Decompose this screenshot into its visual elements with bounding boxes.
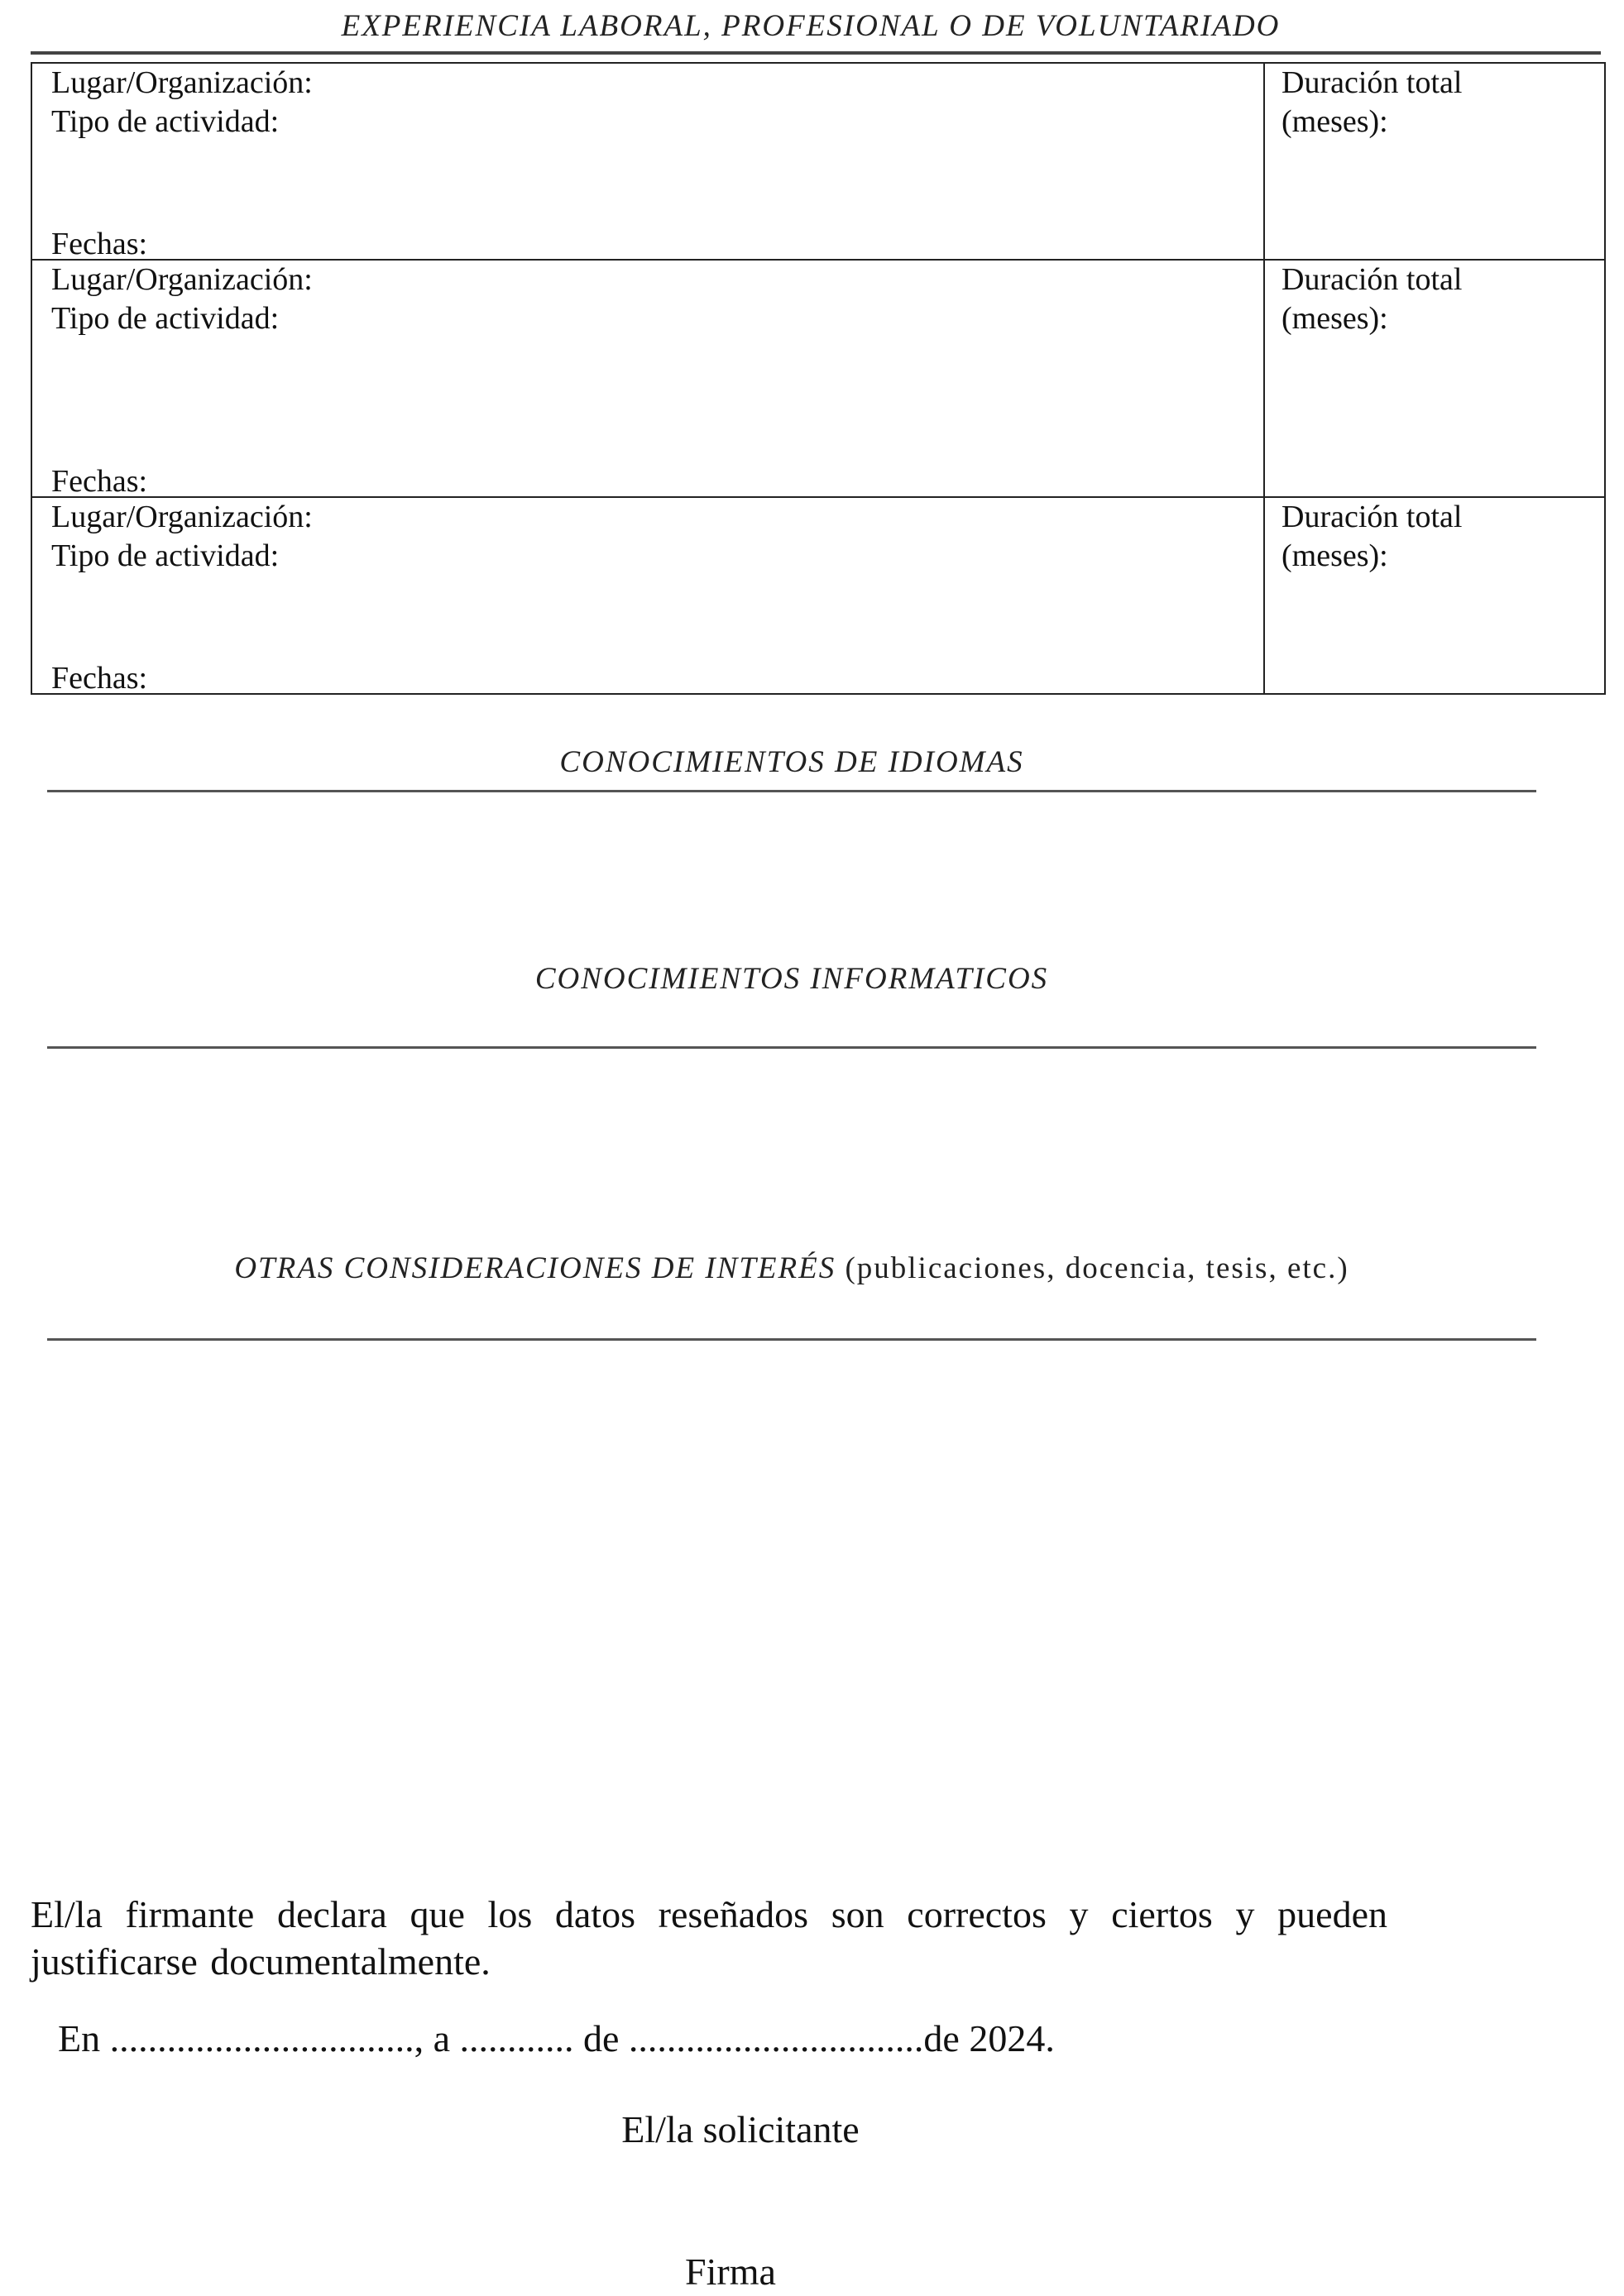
section-title-informaticos: CONOCIMIENTOS INFORMATICOS (534, 962, 1049, 996)
section-divider (47, 1338, 1536, 1341)
section-divider (31, 51, 1601, 55)
duracion-label: Duración total (1281, 65, 1463, 100)
experience-main-cell[interactable] (31, 260, 1264, 497)
tipo-label: Tipo de actividad: (51, 538, 280, 573)
section-title-experiencia: EXPERIENCIA LABORAL, PROFESIONAL O DE VOLUNTARIADO (341, 9, 1281, 43)
fechas-label: Fechas: (51, 227, 148, 261)
signature-label: Firma (685, 2251, 776, 2293)
otras-note: (publicaciones, docencia, tesis, etc.) (845, 1251, 1349, 1285)
lugar-label: Lugar/Organización: (51, 262, 313, 297)
otras-title-text: OTRAS CONSIDERACIONES DE INTERÉS (234, 1251, 836, 1285)
section-title-idiomas: CONOCIMIENTOS DE IDIOMAS (559, 745, 1024, 779)
table-row (31, 63, 1605, 260)
meses-label: (meses): (1281, 538, 1388, 573)
declaration-line-2: justificarse documentalmente. (31, 1940, 491, 1983)
section-title-otras (47, 1251, 1536, 1286)
experience-main-cell[interactable] (31, 497, 1264, 694)
duration-cell[interactable] (1264, 260, 1605, 497)
lugar-label: Lugar/Organización: (51, 65, 313, 100)
meses-label: (meses): (1281, 104, 1388, 139)
duration-cell[interactable] (1264, 63, 1605, 260)
experience-table (31, 62, 1606, 695)
duration-cell[interactable] (1264, 497, 1605, 694)
table-row (31, 260, 1605, 497)
section-divider (47, 790, 1536, 792)
date-place-line[interactable]: En ................................, a ............ de ...............................de 2024. (58, 2017, 1055, 2059)
tipo-label: Tipo de actividad: (51, 301, 280, 336)
duracion-label: Duración total (1281, 500, 1463, 534)
experience-main-cell[interactable] (31, 63, 1264, 260)
signer-label: El/la solicitante (621, 2108, 860, 2150)
duracion-label: Duración total (1281, 262, 1463, 297)
lugar-label: Lugar/Organización: (51, 500, 313, 534)
declaration-line-1: El/la firmante declara que los datos reseñados son correctos y ciertos y pueden (31, 1893, 1387, 1935)
table-row (31, 497, 1605, 694)
declaration-text (31, 1891, 1387, 1985)
fechas-label: Fechas: (51, 661, 148, 696)
fechas-label: Fechas: (51, 464, 148, 499)
section-divider (47, 1046, 1536, 1049)
tipo-label: Tipo de actividad: (51, 104, 280, 139)
meses-label: (meses): (1281, 301, 1388, 336)
